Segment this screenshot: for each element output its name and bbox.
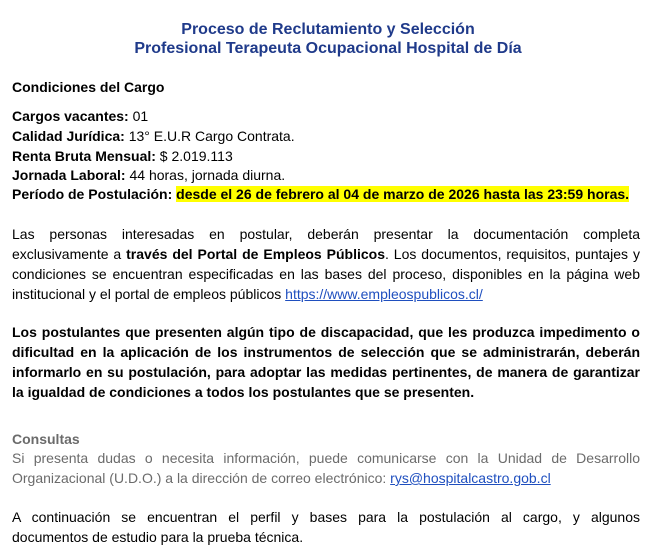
paragraph-line: Si presenta dudas o necesita información, puede comunicarse con la Unidad de Desarrollo xyxy=(12,450,640,466)
jornada-value: 44 horas, jornada diurna. xyxy=(125,167,286,183)
text-fragment: institucional y el portal de empleos públicos xyxy=(12,286,286,302)
paragraph-line: informarlo en su postulación, para adoptar las medidas pertinentes, de manera de garantizar xyxy=(12,364,640,380)
paragraph-line: Los postulantes que presenten algún tipo de discapacidad, que les produzca impedimento o xyxy=(12,324,640,340)
periodo-row xyxy=(12,184,640,204)
text-fragment: . Los documentos, requisitos, puntajes y xyxy=(384,246,640,262)
consultas-heading: Consultas xyxy=(12,431,80,447)
paragraph-line xyxy=(12,284,640,304)
application-paragraph xyxy=(12,224,640,304)
contact-email-link[interactable]: rys@hospitalcastro.gob.cl xyxy=(390,470,551,486)
renta-label: Renta Bruta Mensual: xyxy=(12,148,156,164)
consultas-paragraph xyxy=(12,448,640,488)
calidad-value: 13° E.U.R Cargo Contrata. xyxy=(124,128,295,144)
calidad-row xyxy=(12,126,640,146)
paragraph-line: documentos de estudio para la prueba técnica. xyxy=(12,529,304,545)
paragraph-line: Las personas interesadas en postular, deberán presentar la documentación completa xyxy=(12,226,640,242)
calidad-label: Calidad Jurídica: xyxy=(12,128,125,144)
empleos-publicos-link[interactable]: https://www.empleospublicos.cl/ xyxy=(285,286,483,302)
disability-paragraph xyxy=(12,322,640,402)
text-fragment: Organizacional (U.D.O.) a la dirección de correo electrónico: xyxy=(12,470,391,486)
paragraph-line: la igualdad de condiciones a todos los postulantes que se presenten. xyxy=(12,384,475,400)
document-subtitle: Profesional Terapeuta Ocupacional Hospital de Día xyxy=(134,40,522,57)
paragraph-line: condiciones se encuentran especificadas en las bases del proceso, disponibles en la página web xyxy=(12,266,640,282)
paragraph-line xyxy=(12,244,640,264)
periodo-value-highlight: desde el 26 de febrero al 04 de marzo de 2026 hasta las 23:59 horas. xyxy=(176,186,630,202)
renta-value: $ 2.019.113 xyxy=(155,148,233,164)
renta-row xyxy=(12,146,640,166)
jornada-label: Jornada Laboral: xyxy=(12,167,126,183)
document-title: Proceso de Reclutamiento y Selección xyxy=(181,21,475,38)
vacantes-row xyxy=(12,106,640,126)
conditions-heading: Condiciones del Cargo xyxy=(12,79,165,95)
jornada-row xyxy=(12,165,640,185)
text-fragment: exclusivamente a xyxy=(12,246,127,262)
portal-emphasis: través del Portal de Empleos Públicos xyxy=(126,246,385,262)
closing-paragraph xyxy=(12,507,640,547)
vacantes-value: 01 xyxy=(128,108,149,124)
vacantes-label: Cargos vacantes: xyxy=(12,108,129,124)
periodo-label: Período de Postulación: xyxy=(12,186,173,202)
paragraph-line: A continuación se encuentran el perfil y bases para la postulación al cargo, y algunos xyxy=(12,509,640,525)
paragraph-line: dificultad en la aplicación de los instrumentos de selección que se administrarán, deberán xyxy=(12,344,640,360)
paragraph-line xyxy=(12,468,640,488)
